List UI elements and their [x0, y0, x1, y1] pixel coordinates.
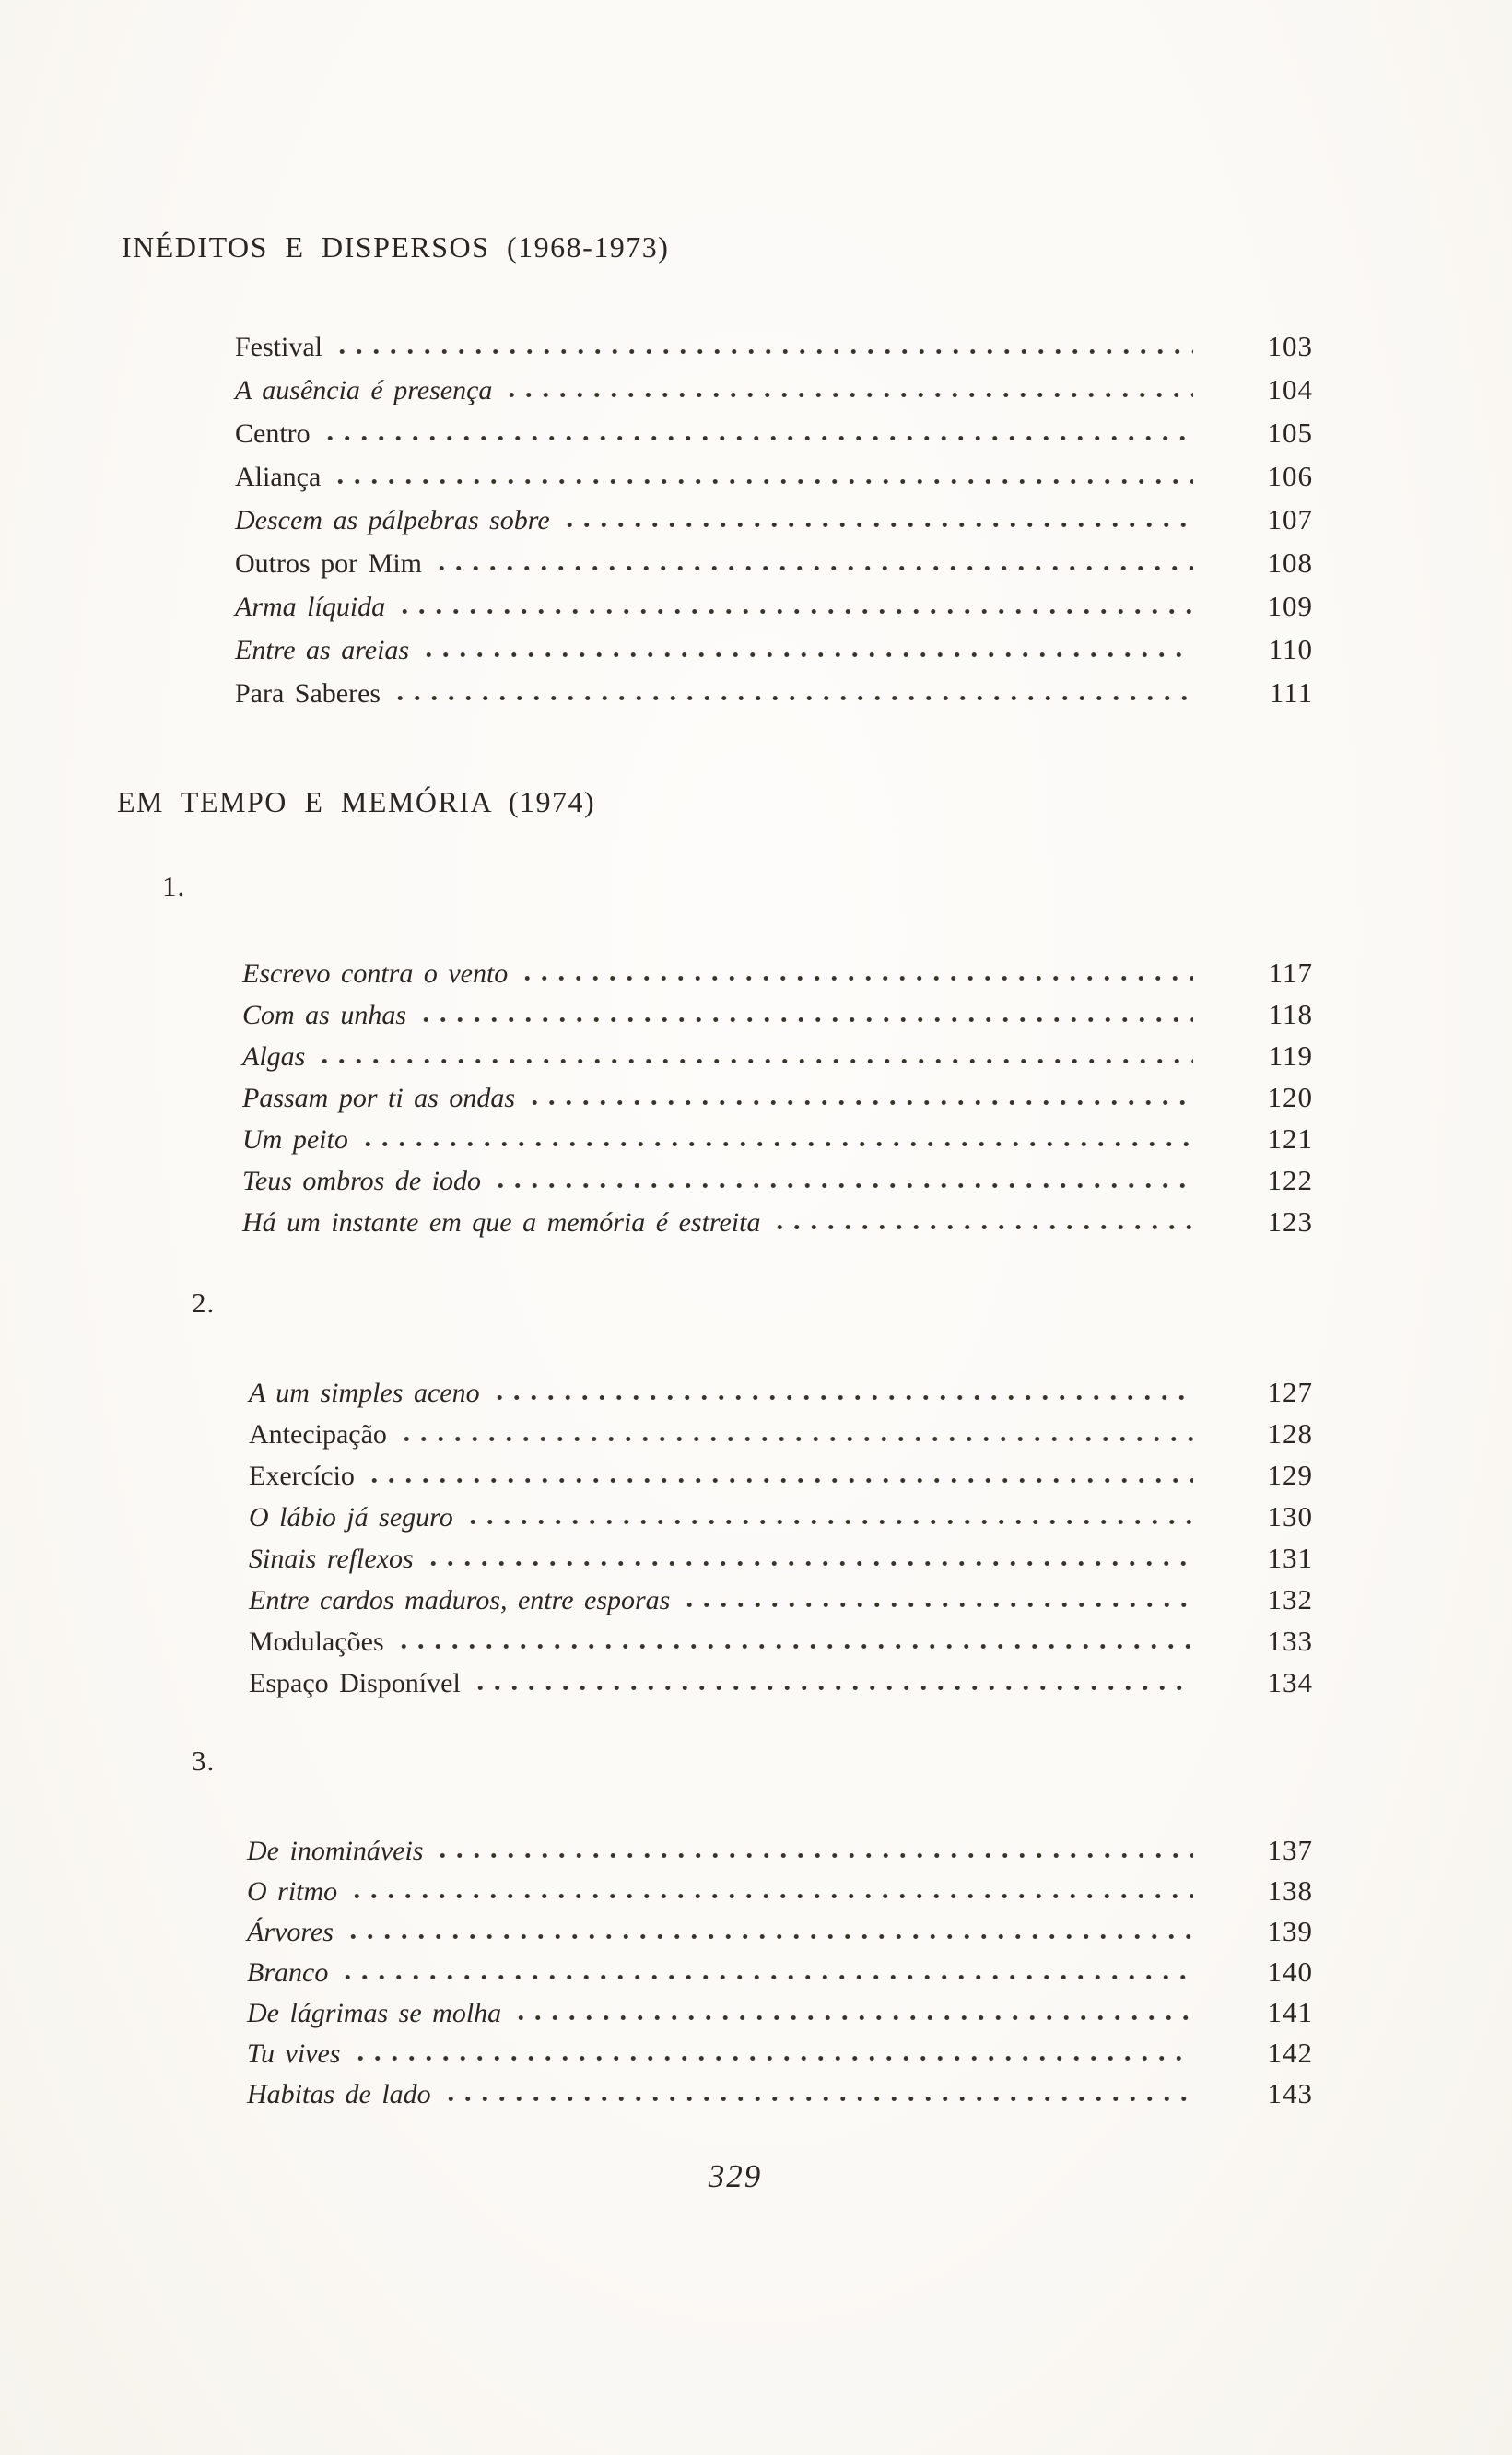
dot-leader: [512, 2014, 1193, 2022]
entry-page-number: 104: [1267, 373, 1313, 405]
dot-leader: [322, 434, 1193, 442]
dot-leader: [359, 1140, 1193, 1148]
toc-entry: [247, 1952, 1313, 1992]
dot-leader: [345, 1932, 1193, 1941]
entry-title: A um simples aceno: [249, 1378, 480, 1408]
dot-leader: [526, 1098, 1193, 1107]
entry-page-number: 118: [1268, 998, 1313, 1030]
entry-page-number: 129: [1267, 1459, 1313, 1491]
entry-title: Espaço Disponível: [249, 1668, 461, 1698]
toc-entry: [247, 1830, 1313, 1871]
entry-title: Festival: [235, 332, 322, 362]
entry-title: De lágrimas se molha: [247, 1998, 502, 2028]
page-number: 329: [708, 2158, 763, 2194]
dot-leader: [339, 1973, 1193, 1981]
entry-page-number: 110: [1268, 633, 1313, 665]
entry-title: Exercício: [249, 1461, 355, 1491]
dot-leader: [332, 477, 1193, 486]
entry-title: O ritmo: [247, 1876, 338, 1907]
entry-page-number: 108: [1267, 546, 1313, 579]
toc-entry: [235, 541, 1313, 584]
dot-leader: [417, 1016, 1193, 1024]
entry-title: Um peito: [242, 1124, 348, 1155]
toc-entry: [249, 1537, 1313, 1579]
toc-entry: [235, 628, 1313, 671]
entry-title: Árvores: [247, 1917, 334, 1947]
entry-page-number: 119: [1268, 1040, 1313, 1072]
dot-leader: [561, 521, 1193, 529]
entry-title: Branco: [247, 1957, 329, 1988]
entry-title: Modulações: [249, 1627, 384, 1657]
entry-title: Há um instante em que a memória é estreita: [242, 1207, 761, 1238]
toc-entry: [249, 1496, 1313, 1537]
toc-entry: [235, 584, 1313, 628]
entry-page-number: 109: [1267, 590, 1313, 622]
dot-leader: [434, 1851, 1193, 1860]
entry-page-number: 139: [1267, 1915, 1313, 1947]
dot-leader: [491, 1393, 1193, 1402]
entry-title: De inomináveis: [247, 1836, 424, 1866]
toc-entry: [249, 1413, 1313, 1454]
toc-entry: [247, 1992, 1313, 2033]
toc-entry: [242, 1035, 1313, 1076]
entry-page-number: 141: [1267, 1996, 1313, 2028]
toc-entry: [235, 454, 1313, 498]
toc-entry: [242, 1118, 1313, 1159]
toc-entry: [242, 1076, 1313, 1118]
toc-entry: [242, 993, 1313, 1035]
subsection-label-1: 1.: [162, 870, 186, 902]
dot-leader: [492, 1181, 1193, 1190]
dot-leader: [681, 1601, 1193, 1609]
entry-page-number: 127: [1267, 1376, 1313, 1408]
toc-entry: [247, 1911, 1313, 1952]
toc-entry: [242, 952, 1313, 993]
dot-leader: [472, 1684, 1193, 1692]
toc-entry: [235, 411, 1313, 454]
entry-title: Descem as pálpebras sobre: [235, 505, 550, 535]
entry-title: Teus ombros de iodo: [242, 1166, 481, 1196]
toc-list-ineditos-e-dispersos: [235, 324, 1313, 714]
entry-page-number: 117: [1268, 957, 1313, 989]
entry-page-number: 134: [1267, 1666, 1313, 1698]
entry-page-number: 142: [1267, 2037, 1313, 2069]
toc-entry: [242, 1201, 1313, 1242]
entry-title: Com as unhas: [242, 1000, 407, 1030]
toc-entry: [247, 1871, 1313, 1911]
part-title-ineditos-e-dispersos: INÉDITOS E DISPERSOS (1968-1973): [122, 230, 670, 264]
entry-title: A ausência é presença: [235, 375, 493, 405]
entry-page-number: 105: [1267, 417, 1313, 449]
toc-entry: [235, 498, 1313, 541]
entry-title: Entre cardos maduros, entre esporas: [249, 1585, 671, 1615]
entry-page-number: 137: [1267, 1834, 1313, 1866]
entry-title: Outros por Mim: [235, 548, 422, 579]
entry-page-number: 133: [1267, 1625, 1313, 1657]
toc-list-subsection-1: [242, 952, 1313, 1242]
toc-list-subsection-2: [249, 1371, 1313, 1703]
dot-leader: [352, 2054, 1194, 2062]
entry-title: Antecipação: [249, 1419, 387, 1450]
toc-entry: [249, 1454, 1313, 1496]
dot-leader: [420, 651, 1193, 659]
entry-title: Habitas de lado: [247, 2079, 431, 2109]
toc-entry: [249, 1662, 1313, 1703]
dot-leader: [433, 564, 1193, 572]
dot-leader: [348, 1892, 1193, 1900]
entry-page-number: 121: [1267, 1122, 1313, 1155]
entry-page-number: 130: [1267, 1500, 1313, 1533]
entry-page-number: 107: [1267, 503, 1313, 535]
entry-page-number: 138: [1267, 1874, 1313, 1907]
entry-title: O lábio já seguro: [249, 1502, 453, 1533]
subsection-label-2: 2.: [192, 1286, 216, 1319]
part-title-em-tempo-e-memoria: EM TEMPO E MEMÓRIA (1974): [117, 785, 596, 818]
toc-entry: [242, 1159, 1313, 1201]
toc-entry: [235, 671, 1313, 714]
toc-entry: [249, 1620, 1313, 1662]
entry-title: Algas: [242, 1041, 306, 1072]
toc-entry: [235, 368, 1313, 411]
dot-leader: [366, 1476, 1193, 1485]
dot-leader: [519, 974, 1193, 982]
entry-title: Arma líquida: [235, 592, 386, 622]
entry-page-number: 106: [1267, 460, 1313, 492]
entry-page-number: 131: [1267, 1542, 1313, 1574]
dot-leader: [392, 694, 1193, 702]
entry-title: Aliança: [235, 462, 322, 492]
entry-title: Escrevo contra o vento: [242, 958, 509, 989]
entry-page-number: 132: [1267, 1583, 1313, 1615]
entry-page-number: 143: [1267, 2077, 1313, 2109]
dot-leader: [396, 607, 1193, 616]
dot-leader: [464, 1518, 1193, 1526]
dot-leader: [334, 347, 1193, 356]
entry-page-number: 128: [1267, 1417, 1313, 1450]
dot-leader: [316, 1057, 1193, 1065]
dot-leader: [503, 391, 1193, 399]
toc-entry: [235, 324, 1313, 368]
entry-title: Para Saberes: [235, 678, 381, 709]
entry-page-number: 103: [1267, 330, 1313, 362]
toc-list-subsection-3: [247, 1830, 1313, 2114]
entry-page-number: 123: [1267, 1205, 1313, 1238]
dot-leader: [425, 1559, 1193, 1568]
entry-page-number: 120: [1267, 1081, 1313, 1113]
toc-entry: [247, 2033, 1313, 2073]
entry-title: Passam por ti as ondas: [242, 1083, 516, 1113]
dot-leader: [398, 1435, 1193, 1443]
toc-entry: [247, 2073, 1313, 2114]
entry-page-number: 140: [1267, 1956, 1313, 1988]
entry-title: Centro: [235, 418, 311, 449]
dot-leader: [395, 1642, 1193, 1650]
entry-page-number: 111: [1269, 676, 1313, 709]
toc-entry: [249, 1579, 1313, 1620]
subsection-label-3: 3.: [192, 1744, 216, 1777]
entry-title: Entre as areias: [235, 635, 410, 665]
dot-leader: [442, 2095, 1193, 2103]
entry-title: Tu vives: [247, 2038, 341, 2069]
entry-title: Sinais reflexos: [249, 1544, 414, 1574]
entry-page-number: 122: [1267, 1164, 1313, 1196]
toc-entry: [249, 1371, 1313, 1413]
dot-leader: [771, 1223, 1193, 1231]
